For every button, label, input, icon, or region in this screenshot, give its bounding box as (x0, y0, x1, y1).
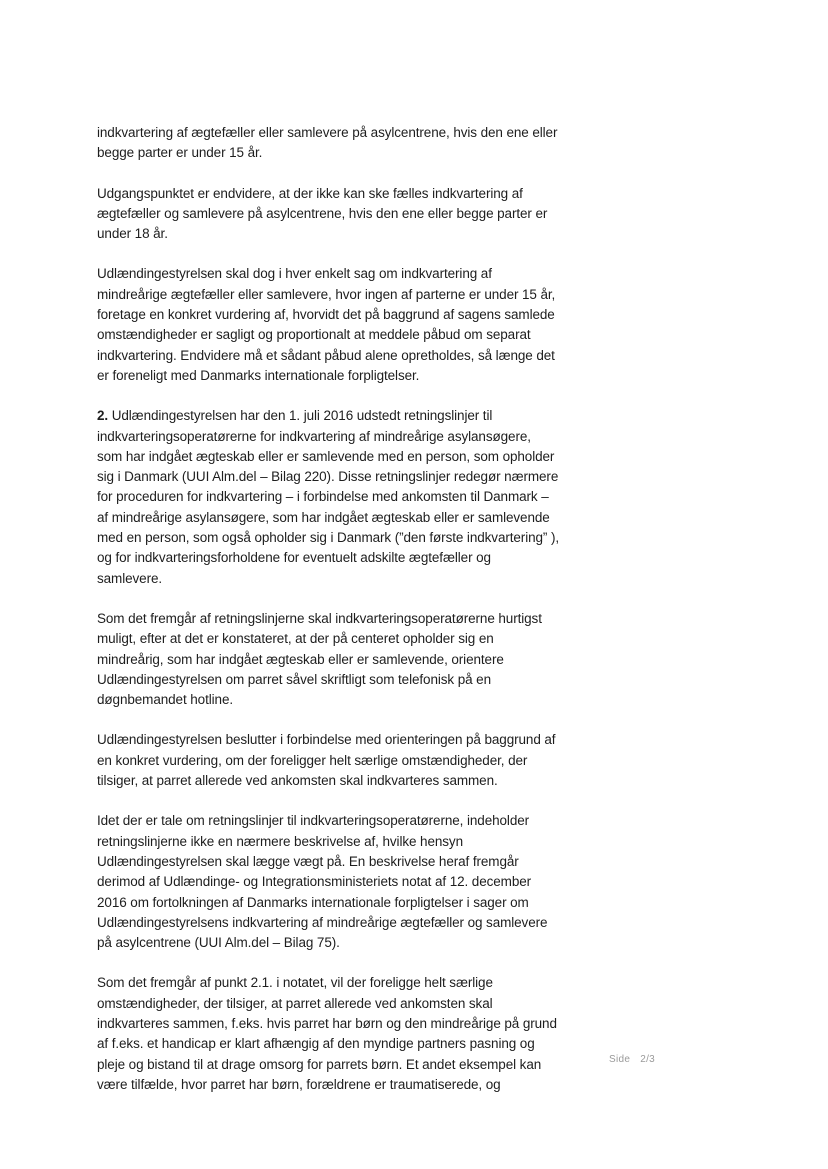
paragraph-text: Udgangspunktet er endvidere, at der ikke kan ske fælles indkvartering af ægtefæller og samlevere på asylcentrene, hvis den ene eller begge parter er under 18 år. (97, 185, 548, 242)
paragraph (97, 609, 597, 710)
page-number (609, 1054, 655, 1065)
paragraph (97, 973, 597, 1095)
paragraph (97, 184, 597, 245)
paragraph-text: Som det fremgår af punkt 2.1. i notatet, vil der foreligge helt særlige omstændigheder, der tilsiger, at parret allerede ved ankomsten skal indkvarteres sammen, f.eks. hvis parret har børn og den mindreårige på grund af f.eks. et handicap er klart afhængig af den myndige partners pasning og pleje og bistand til at drage omsorg for parrets børn. Et andet eksempel kan være tilfælde, hvor parret har børn, forældrene er traumatiserede, og (97, 975, 557, 1092)
paragraph-text: Udlændingestyrelsen beslutter i forbindelse med orienteringen på baggrund af en konkret vurdering, om der foreligger helt særlige omstændigheder, der tilsiger, at parret allerede ved ankomsten skal indkvarteres sammen. (97, 732, 556, 789)
page-number-value: 2/3 (640, 1054, 656, 1065)
paragraph-text: Udlændingestyrelsen skal dog i hver enkelt sag om indkvartering af mindreårige ægtefæller eller samlevere, hvor ingen af parterne er under 15 år, foretage en konkret vurdering af, hvorvidt det på baggrund af sagens samlede omstændigheder er sagligt og proportionalt at meddele påbud om separat indkvartering. Endvidere må et sådant påbud alene opretholdes, så længe det er foreneligt med Danmarks internationale forpligtelser. (97, 266, 556, 383)
paragraph-text: Udlændingestyrelsen har den 1. juli 2016 udstedt retningslinjer til indkvarteringsoperatørerne for indkvartering af mindreårige asylansøgere, som har indgået ægteskab eller er samlevende med en person, som opholder sig i Danmark (UUI Alm.del – Bilag 220). Disse retningslinjer redegør nærmere for proceduren for indkvartering – i forbindelse med ankomsten til Danmark – af mindreårige asylansøgere, som har indgået ægteskab eller er samlevende med en person, som også opholder sig i Danmark (”den første indkvartering” ), og for indkvarteringsforholdene for eventuelt adskilte ægtefæller og samlevere. (97, 408, 560, 586)
paragraph-number: 2. (97, 408, 109, 424)
page-number-label: Side (609, 1054, 631, 1065)
paragraph-text: Som det fremgår af retningslinjerne skal indkvarteringsoperatørerne hurtigst muligt, efter at det er konstateret, at der på centeret opholder sig en mindreårig, som har indgået ægteskab eller er samlevende, orientere Udlændingestyrelsen om parret såvel skriftligt som telefonisk på en døgnbemandet hotline. (97, 610, 542, 708)
paragraph (97, 264, 597, 386)
paragraph (97, 811, 597, 953)
paragraph-text: Idet der er tale om retningslinjer til indkvarteringsoperatørerne, indeholder retningslinjerne ikke en nærmere beskrivelse af, hvilke hensyn Udlændingestyrelsen skal lægge vægt på. En beskrivelse heraf fremgår derimod af Udlændinge- og Integrationsministeriets notat af 12. december 2016 om fortolkningen af Danmarks internationale forpligtelser i sager om Udlændingestyrelsens indkvartering af mindreårige ægtefæller og samlevere på asylcentrene (UUI Alm.del – Bilag 75). (97, 813, 548, 951)
document-body (97, 123, 597, 1115)
paragraph (97, 730, 597, 791)
paragraph (97, 123, 597, 164)
paragraph-text: indkvartering af ægtefæller eller samlevere på asylcentrene, hvis den ene eller begge parter er under 15 år. (97, 125, 558, 161)
paragraph (97, 406, 597, 589)
